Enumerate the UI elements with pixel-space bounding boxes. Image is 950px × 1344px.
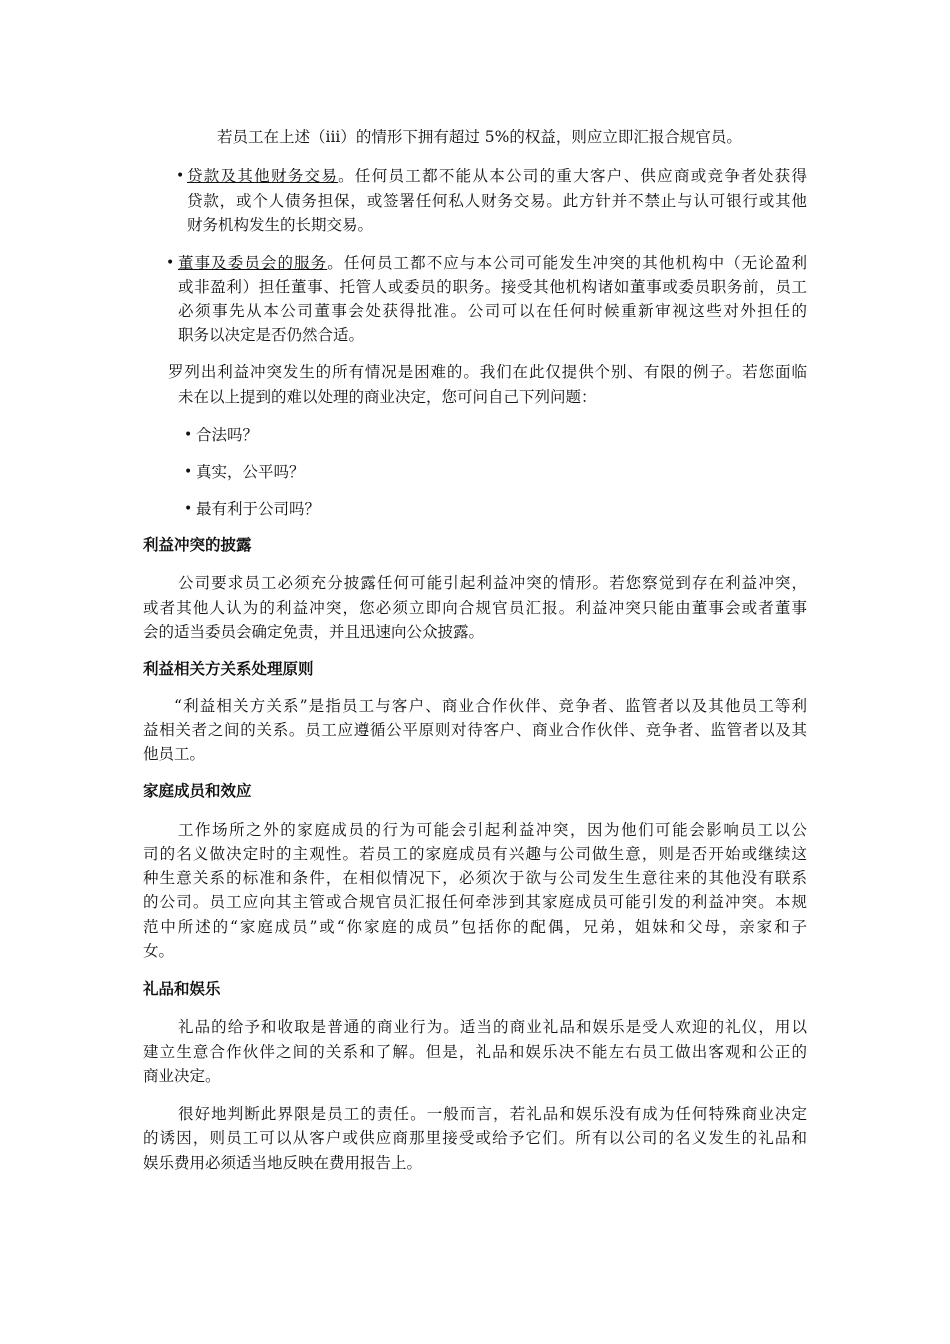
bullet-dot: • bbox=[166, 255, 175, 271]
bullet-dot: • bbox=[184, 427, 193, 443]
question-item: 真实，公平吗？ bbox=[196, 463, 305, 481]
paragraph-line: 公司要求员工必须充分披露任何可能引起利益冲突的情形。若您察觉到存在利益冲突， bbox=[178, 574, 807, 592]
paragraph-line: 会的适当委员会确定免责，并且迅速向公众披露。 bbox=[143, 623, 485, 641]
bullet-dot: • bbox=[184, 501, 193, 517]
paragraph-line: 他员工。 bbox=[143, 745, 206, 763]
section-heading: 家庭成员和效应 bbox=[143, 782, 252, 800]
bullet-loans-title: 贷款及其他财务交易 bbox=[187, 167, 339, 185]
paragraph-line: 商业决定。 bbox=[143, 1067, 221, 1085]
section-heading: 利益冲突的披露 bbox=[143, 536, 252, 554]
paragraph-line: 的公司。员工应向其主管或合规官员汇报任何牵涉到其家庭成员可能引发的利益冲突。本规 bbox=[143, 893, 807, 911]
bullet-board-line-4: 职务以决定是否仍然合适。 bbox=[178, 326, 365, 344]
paragraph-line: 女。 bbox=[143, 942, 175, 960]
paragraph-line: 益相关者之间的关系。员工应遵循公平原则对待客户、商业合作伙伴、竞争者、监管者以及其 bbox=[143, 721, 807, 739]
section-heading: 礼品和娱乐 bbox=[143, 980, 221, 998]
bullet-board-title: 董事及委员会的服务 bbox=[178, 254, 328, 272]
bullet-loans-line-1: 贷款及其他财务交易。任何员工都不能从本公司的重大客户、供应商或竞争者处获得 bbox=[187, 167, 807, 185]
paragraph-line: 很好地判断此界限是员工的责任。一般而言，若礼品和娱乐没有成为任何特殊商业决定 bbox=[178, 1105, 807, 1123]
questions-intro-line-2: 未在以上提到的难以处理的商业决定，您可问自己下列问题： bbox=[178, 388, 597, 406]
question-item: 合法吗？ bbox=[196, 426, 259, 444]
paragraph-line: 种生意关系的标准和条件，在相似情况下，必须次于欲与公司发生生意往来的其他没有联系 bbox=[143, 869, 807, 887]
paragraph-line: 娱乐费用必须适当地反映在费用报告上。 bbox=[143, 1154, 423, 1172]
bullet-loans-line-3: 财务机构发生的长期交易。 bbox=[187, 216, 374, 234]
bullet-dot: • bbox=[184, 464, 193, 480]
bullet-board-line-3: 必须事先从本公司董事会处获得批准。公司可以在任何时候重新审视这些对外担任的 bbox=[178, 302, 807, 320]
bullet-loans-line-2: 贷款，或个人债务担保，或签署任何私人财务交易。此方针并不禁止与认可银行或其他 bbox=[187, 192, 807, 210]
paragraph-line: 工作场所之外的家庭成员的行为可能会引起利益冲突，因为他们可能会影响员工以公 bbox=[178, 821, 807, 839]
paragraph-line: 的诱因，则员工可以从客户或供应商那里接受或给予它们。所有以公司的名义发生的礼品和 bbox=[143, 1129, 807, 1147]
paragraph-line: “利益相关方关系”是指员工与客户、商业合作伙伴、竞争者、监管者以及其他员工等利 bbox=[174, 697, 807, 715]
bullet-dot: • bbox=[176, 168, 185, 184]
questions-intro-line-1: 罗列出利益冲突发生的所有情况是困难的。我们在此仅提供个别、有限的例子。若您面临 bbox=[168, 363, 807, 381]
paragraph-line: 建立生意合作伙伴之间的关系和了解。但是，礼品和娱乐决不能左右员工做出客观和公正的 bbox=[143, 1043, 807, 1061]
bullet-board-line-2: 或非盈利）担任董事、托管人或委员的职务。接受其他机构诸如董事或委员职务前，员工 bbox=[178, 278, 807, 296]
paragraph-line: 范中所述的“家庭成员”或“你家庭的成员”包括你的配偶，兄弟，姐妹和父母，亲家和子 bbox=[143, 918, 807, 936]
paragraph-line: 或者其他人认为的利益冲突，您必须立即向合规官员汇报。利益冲突只能由董事会或者董事 bbox=[143, 599, 807, 617]
paragraph-line: 礼品的给予和收取是普通的商业行为。适当的商业礼品和娱乐是受人欢迎的礼仪，用以 bbox=[178, 1018, 807, 1036]
intro-line: 若员工在上述（iii）的情形下拥有超过 5%的权益，则应立即汇报合规官员。 bbox=[217, 128, 742, 146]
paragraph-line: 司的名义做决定时的主观性。若员工的家庭成员有兴趣与公司做生意，则是否开始或继续这 bbox=[143, 845, 807, 863]
bullet-board-line-1: 董事及委员会的服务。任何员工都不应与本公司可能发生冲突的其他机构中（无论盈利 bbox=[178, 254, 807, 272]
question-item: 最有利于公司吗？ bbox=[196, 500, 321, 518]
section-heading: 利益相关方关系处理原则 bbox=[143, 660, 314, 678]
